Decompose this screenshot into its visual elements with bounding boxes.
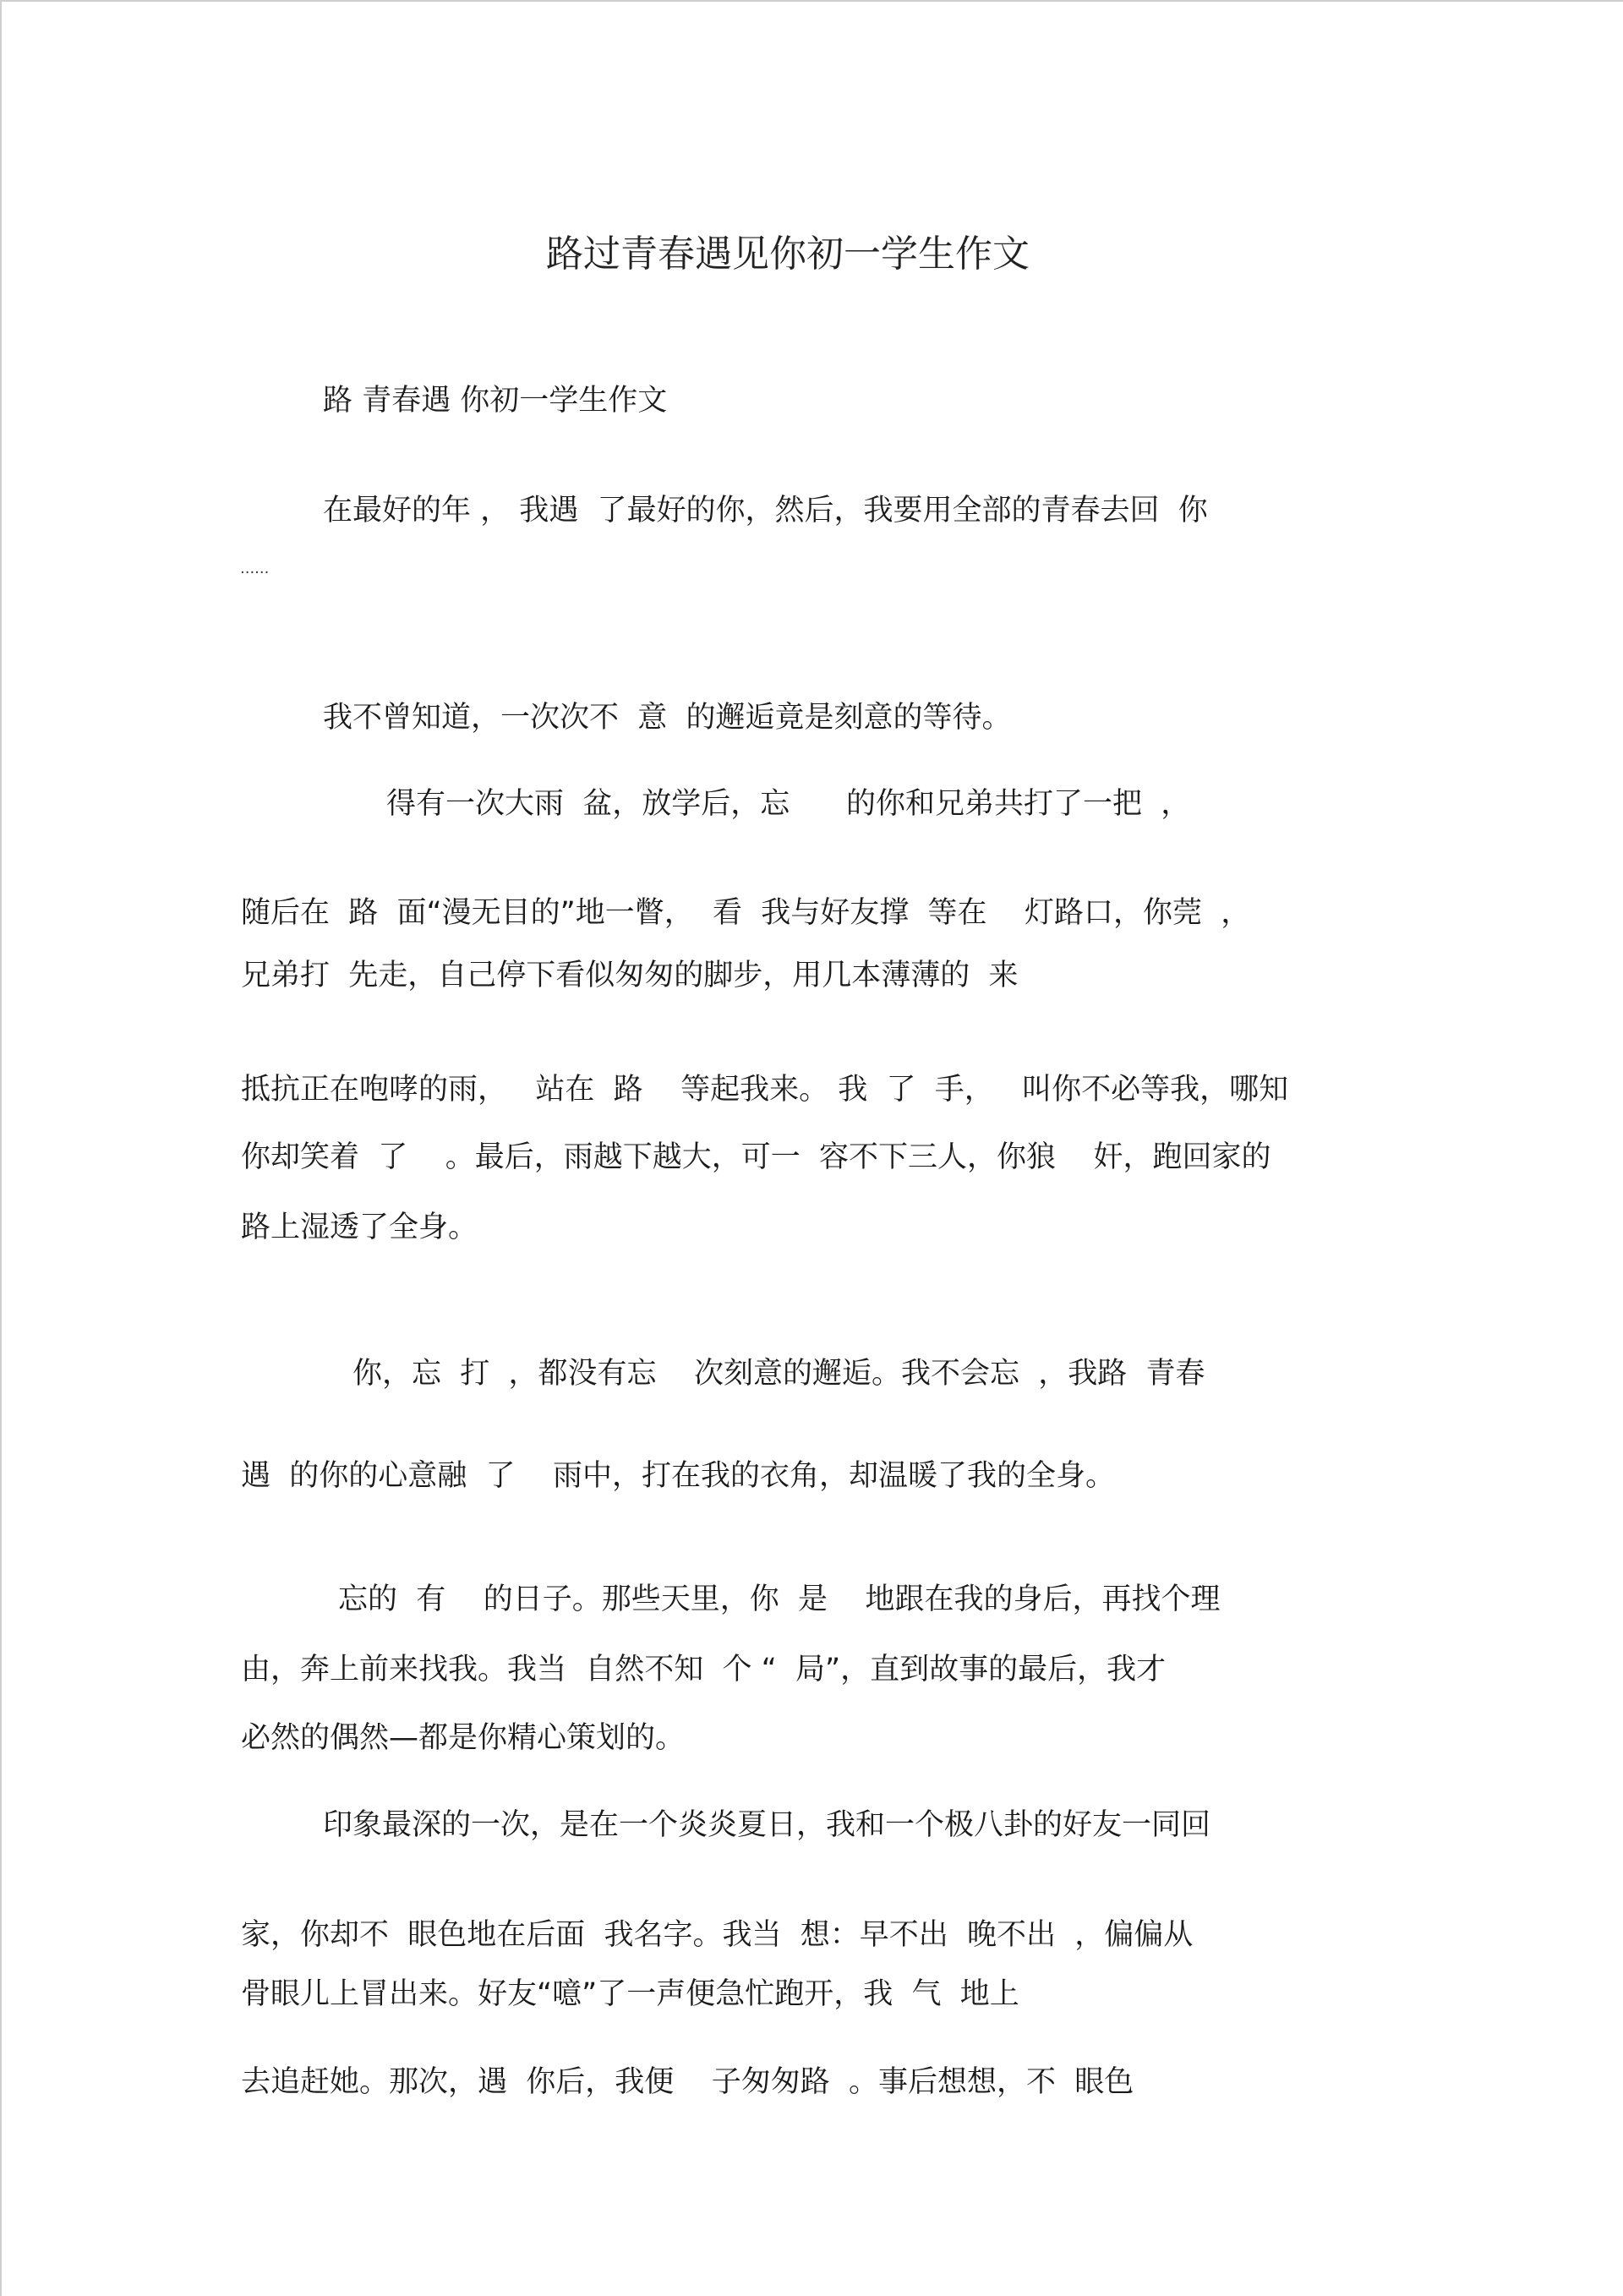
- body-line-1: 在最好的年 ， 我遇 了最好的你，然后，我要用全部的青春去回 你: [323, 494, 1208, 528]
- body-line-11: 忘的 有 的日子。那些天里，你 是 地跟在我的身后，再找个理: [338, 1583, 1221, 1616]
- body-line-10: 遇 的你的心意融 了 雨中，打在我的衣角，却温暖了我的全身。: [241, 1459, 1116, 1493]
- body-line-7: 你却笑着 了 。最后，雨越下越大，可一 容不下三人，你狼 奸，跑回家的: [241, 1140, 1271, 1174]
- body-line-17: 去追赶她。那次，遇 你后，我便 子匆匆路 。事后想想，不 眼色: [241, 2065, 1134, 2099]
- body-line-9: 你，忘 打 ，都没有忘 次刻意的邂逅。我不会忘 ，我路 青春: [352, 1357, 1205, 1391]
- body-line-2: 我不曾知道，一次次不 意 的邂逅竟是刻意的等待。: [323, 701, 1012, 735]
- document-title: 路过青春遇见你初一学生作文: [546, 232, 1030, 276]
- body-line-16: 骨眼儿上冒出来。好友“噫”了一声便急忙跑开，我 气 地上: [241, 1977, 1019, 2011]
- body-line-4: 随后在 路 面“漫无目的”地一瞥， 看 我与好友撑 等在 灯路口，你莞 ，: [241, 896, 1251, 930]
- body-line-15: 家，你却不 眼色地在后面 我名字。我当 想：早不出 晚不出 ，偏偏从: [241, 1918, 1194, 1952]
- body-line-14: 印象最深的一次，是在一个炎炎夏日，我和一个极八卦的好友一同回: [323, 1808, 1211, 1842]
- body-line-8: 路上湿透了全身。: [241, 1211, 478, 1244]
- subtitle-line: 路 青春遇 你初一学生作文: [323, 384, 668, 418]
- body-line-5: 兄弟打 先走，自己停下看似匆匆的脚步，用几本薄薄的 来: [241, 959, 1019, 992]
- body-line-6: 抵抗正在咆哮的雨， 站在 路 等起我来。 我 了 手， 叫你不必等我，哪知: [241, 1073, 1289, 1107]
- body-line-3: 得有一次大雨 盆，放学后，忘 的你和兄弟共打了一把 ，: [386, 787, 1191, 821]
- ellipsis-line: ......: [240, 560, 270, 577]
- body-line-13: 必然的偶然—都是你精心策划的。: [241, 1721, 686, 1755]
- body-line-12: 由，奔上前来找我。我当 自然不知 个 “ 局”，直到故事的最后，我才: [241, 1653, 1167, 1686]
